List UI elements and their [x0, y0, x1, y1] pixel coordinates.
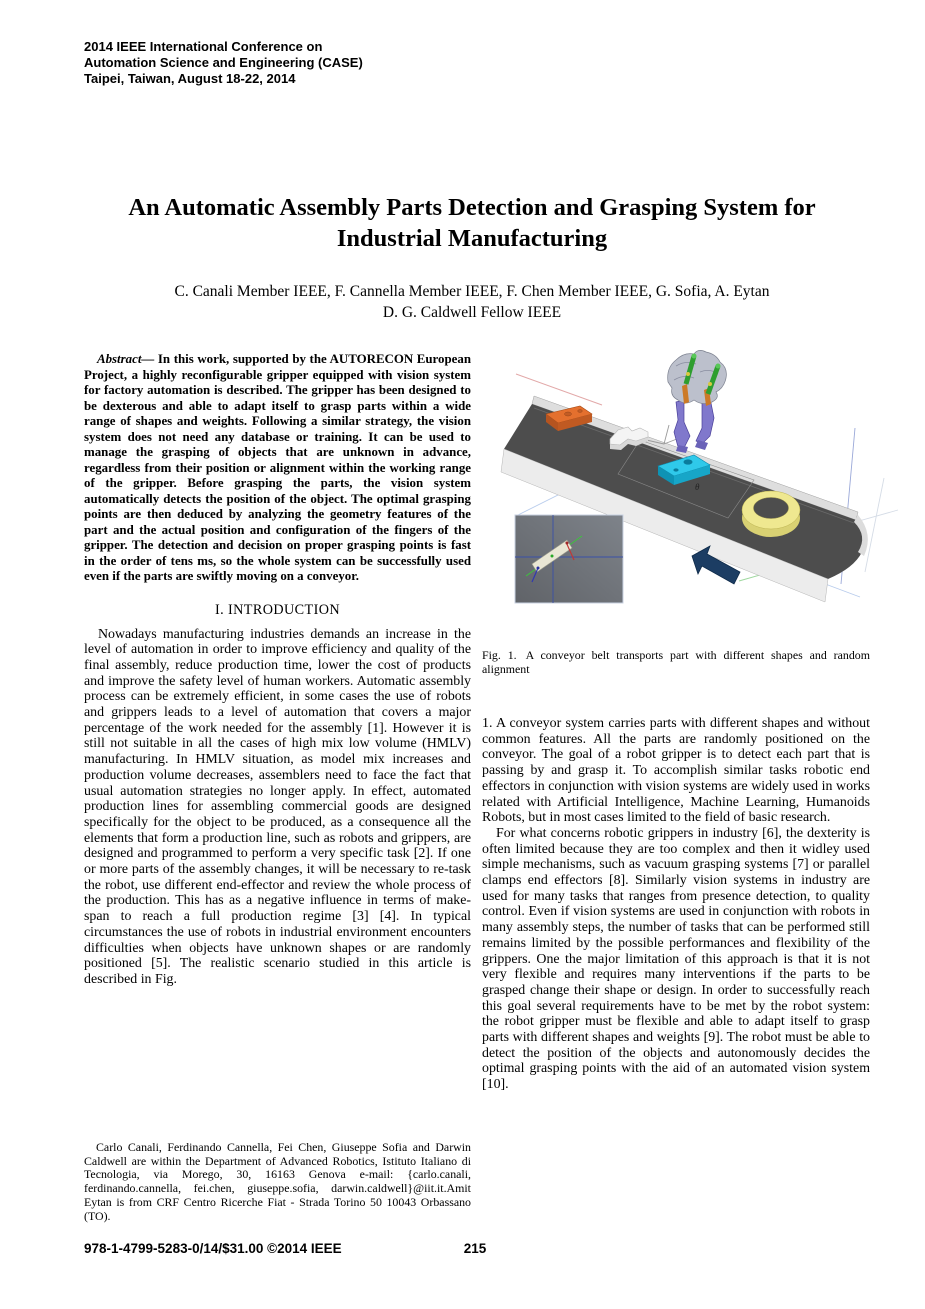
- robot-gripper: [668, 350, 727, 453]
- conference-header: [84, 39, 363, 87]
- theta-angle-label: θ: [695, 482, 700, 492]
- figure-caption-label: Fig. 1.: [482, 648, 517, 662]
- page-title: [84, 192, 860, 254]
- figure-1: [488, 344, 900, 640]
- author-list-line2: D. G. Caldwell Fellow IEEE: [382, 304, 562, 321]
- abstract-block: [84, 352, 471, 585]
- author-footnote: [84, 1141, 471, 1223]
- page-title-line2: Industrial Manufacturing: [336, 225, 608, 252]
- right-column-paragraph2: For what concerns robotic grippers in industry [6], the dexterity is often limited because they are too complex and then it widley used simple mechanisms, such as vacuum grasping systems [7] or parallel clamps end effectors [8]. Similarly vision systems in industry are used for many tasks that ranges from presence detection, to quality control. Even if vision systems are used in conjunction with robots in many assembly steps, the number of tasks that can be performed still remains limited by the possible performances and flexibility of the grippers. One the major limitation of this approach is that it is not very flexible and requires many interventions if the parts to be grasped change their shape or design. In order to successfully reach this goal several requirements have to be met by the robot system: the robot gripper must be flexible and able to adapt itself to grasp parts with different shapes and weights [9]. The robot must be able to detect the position of the objects and autonomously decides the optimal grasping points with the aid of an automated vision system [10].: [482, 825, 870, 1093]
- conference-header-line1: 2014 IEEE International Conference on: [84, 39, 323, 54]
- page-title-line1: An Automatic Assembly Parts Detection and Grasping System for: [128, 194, 816, 221]
- abstract-label: Abstract—: [97, 352, 155, 366]
- page-number: 215: [463, 1241, 487, 1256]
- copyright-notice: 978-1-4799-5283-0/14/$31.00 ©2014 IEEE: [84, 1241, 342, 1256]
- abstract-text: In this work, supported by the AUTORECON European Project, a highly reconfigurable gripper equipped with vision system for factory automation is described. The gripper has been designed to be dexterous and able to adapt itself to grasp parts within a wide range of shapes and weights. Following a similar strategy, the vision system does not need any database or training. It can be used to manage the grasping of objects that are unknown in advance, regardless from their position or alignment within the working range of the gripper. Before grasping the parts, the vision system automatically detects the position of the object. The optimal grasping points are then deduced by analyzing the geometry features of the part and the actual position and configuration of the fingers of the gripper. The detection and decision on proper grasping points is fast in the order of tens ms, so the whole system can be successfully used even if the parts are swiftly moving on a conveyor.: [84, 352, 471, 583]
- author-list: [84, 281, 860, 323]
- section-heading-introduction: I. INTRODUCTION: [214, 601, 340, 618]
- conference-header-line3: Taipei, Taiwan, August 18-22, 2014: [84, 71, 296, 86]
- figure-caption-text: A conveyor belt transports part with different shapes and random alignment: [482, 648, 870, 676]
- figure-1-caption: [482, 649, 870, 677]
- introduction-paragraph: Nowadays manufacturing industries demands an increase in the level of automation in order to improve efficiency and quality of the final assembly, reduce production time, lower the cost of products and improve the safety level of human workers. Automatic assembly process can be extremely efficient, in some cases the use of robots and grippers leads to a level of automation that covers a major percentage of the work needed for the assembly [1]. However it is still not suitable in all the cases of high mix low volume (HMLV) manufacturing. In HMLV situation, as model mix increases and production volume decreases, assemblers need to face the fact that usual automation strategies no longer apply. In effect, automated production lines for assembling commercial goods are designed specifically for the object to be produced, as a consequence all the elements that form a production line, such as robots and grippers, are designed and programmed to perform a very specific task [2]. If one or more parts of the assembly changes, it will be necessary to re-task the robot, use different end-effector and review the whole process of the production. This has as a negative influence in terms of make-span to reach a full production regime [3] [4]. In typical circumstances the use of robots in industrial environment encounters difficulties when objects have unknown shapes or are randomly positioned [5]. The realistic scenario studied in this article is described in Fig.: [84, 626, 471, 987]
- right-column: [482, 716, 870, 1093]
- figure-1-image: [488, 344, 900, 640]
- author-list-line1: C. Canali Member IEEE, F. Cannella Member IEEE, F. Chen Member IEEE, G. Sofia, A. Eytan: [174, 283, 770, 300]
- introduction-body: [84, 627, 471, 988]
- right-column-paragraph1: 1. A conveyor system carries parts with different shapes and without common features. All the parts are randomly positioned on the conveyor. The goal of a robot gripper is to detect each part that is passing by and grasp it. To accomplish similar tasks robotic end effectors in conjunction with vision systems are widely used in works related with Artificial Intelligence, Machine Learning, Humanoids Robots, but in most cases limited to the field of basic research.: [482, 716, 870, 826]
- author-footnote-text: Carlo Canali, Ferdinando Cannella, Fei Chen, Giuseppe Sofia and Darwin Caldwell are within the Department of Advanced Robotics, Istituto Italiano di Tecnologia, via Morego, 30, 16163 Genova e-mail: {carlo.canali, ferdinando.cannella, fei.chen, giuseppe.sofia, darwin.caldwell}@iit.it.Amit Eytan is from CRF Centro Ricerche Fiat - Strada Torino 50 10043 Orbassano (TO).: [84, 1140, 471, 1223]
- camera-inset: [515, 515, 623, 603]
- conference-header-line2: Automation Science and Engineering (CASE): [84, 55, 363, 70]
- left-column: [84, 352, 471, 988]
- part-yellow-ring: [742, 491, 800, 537]
